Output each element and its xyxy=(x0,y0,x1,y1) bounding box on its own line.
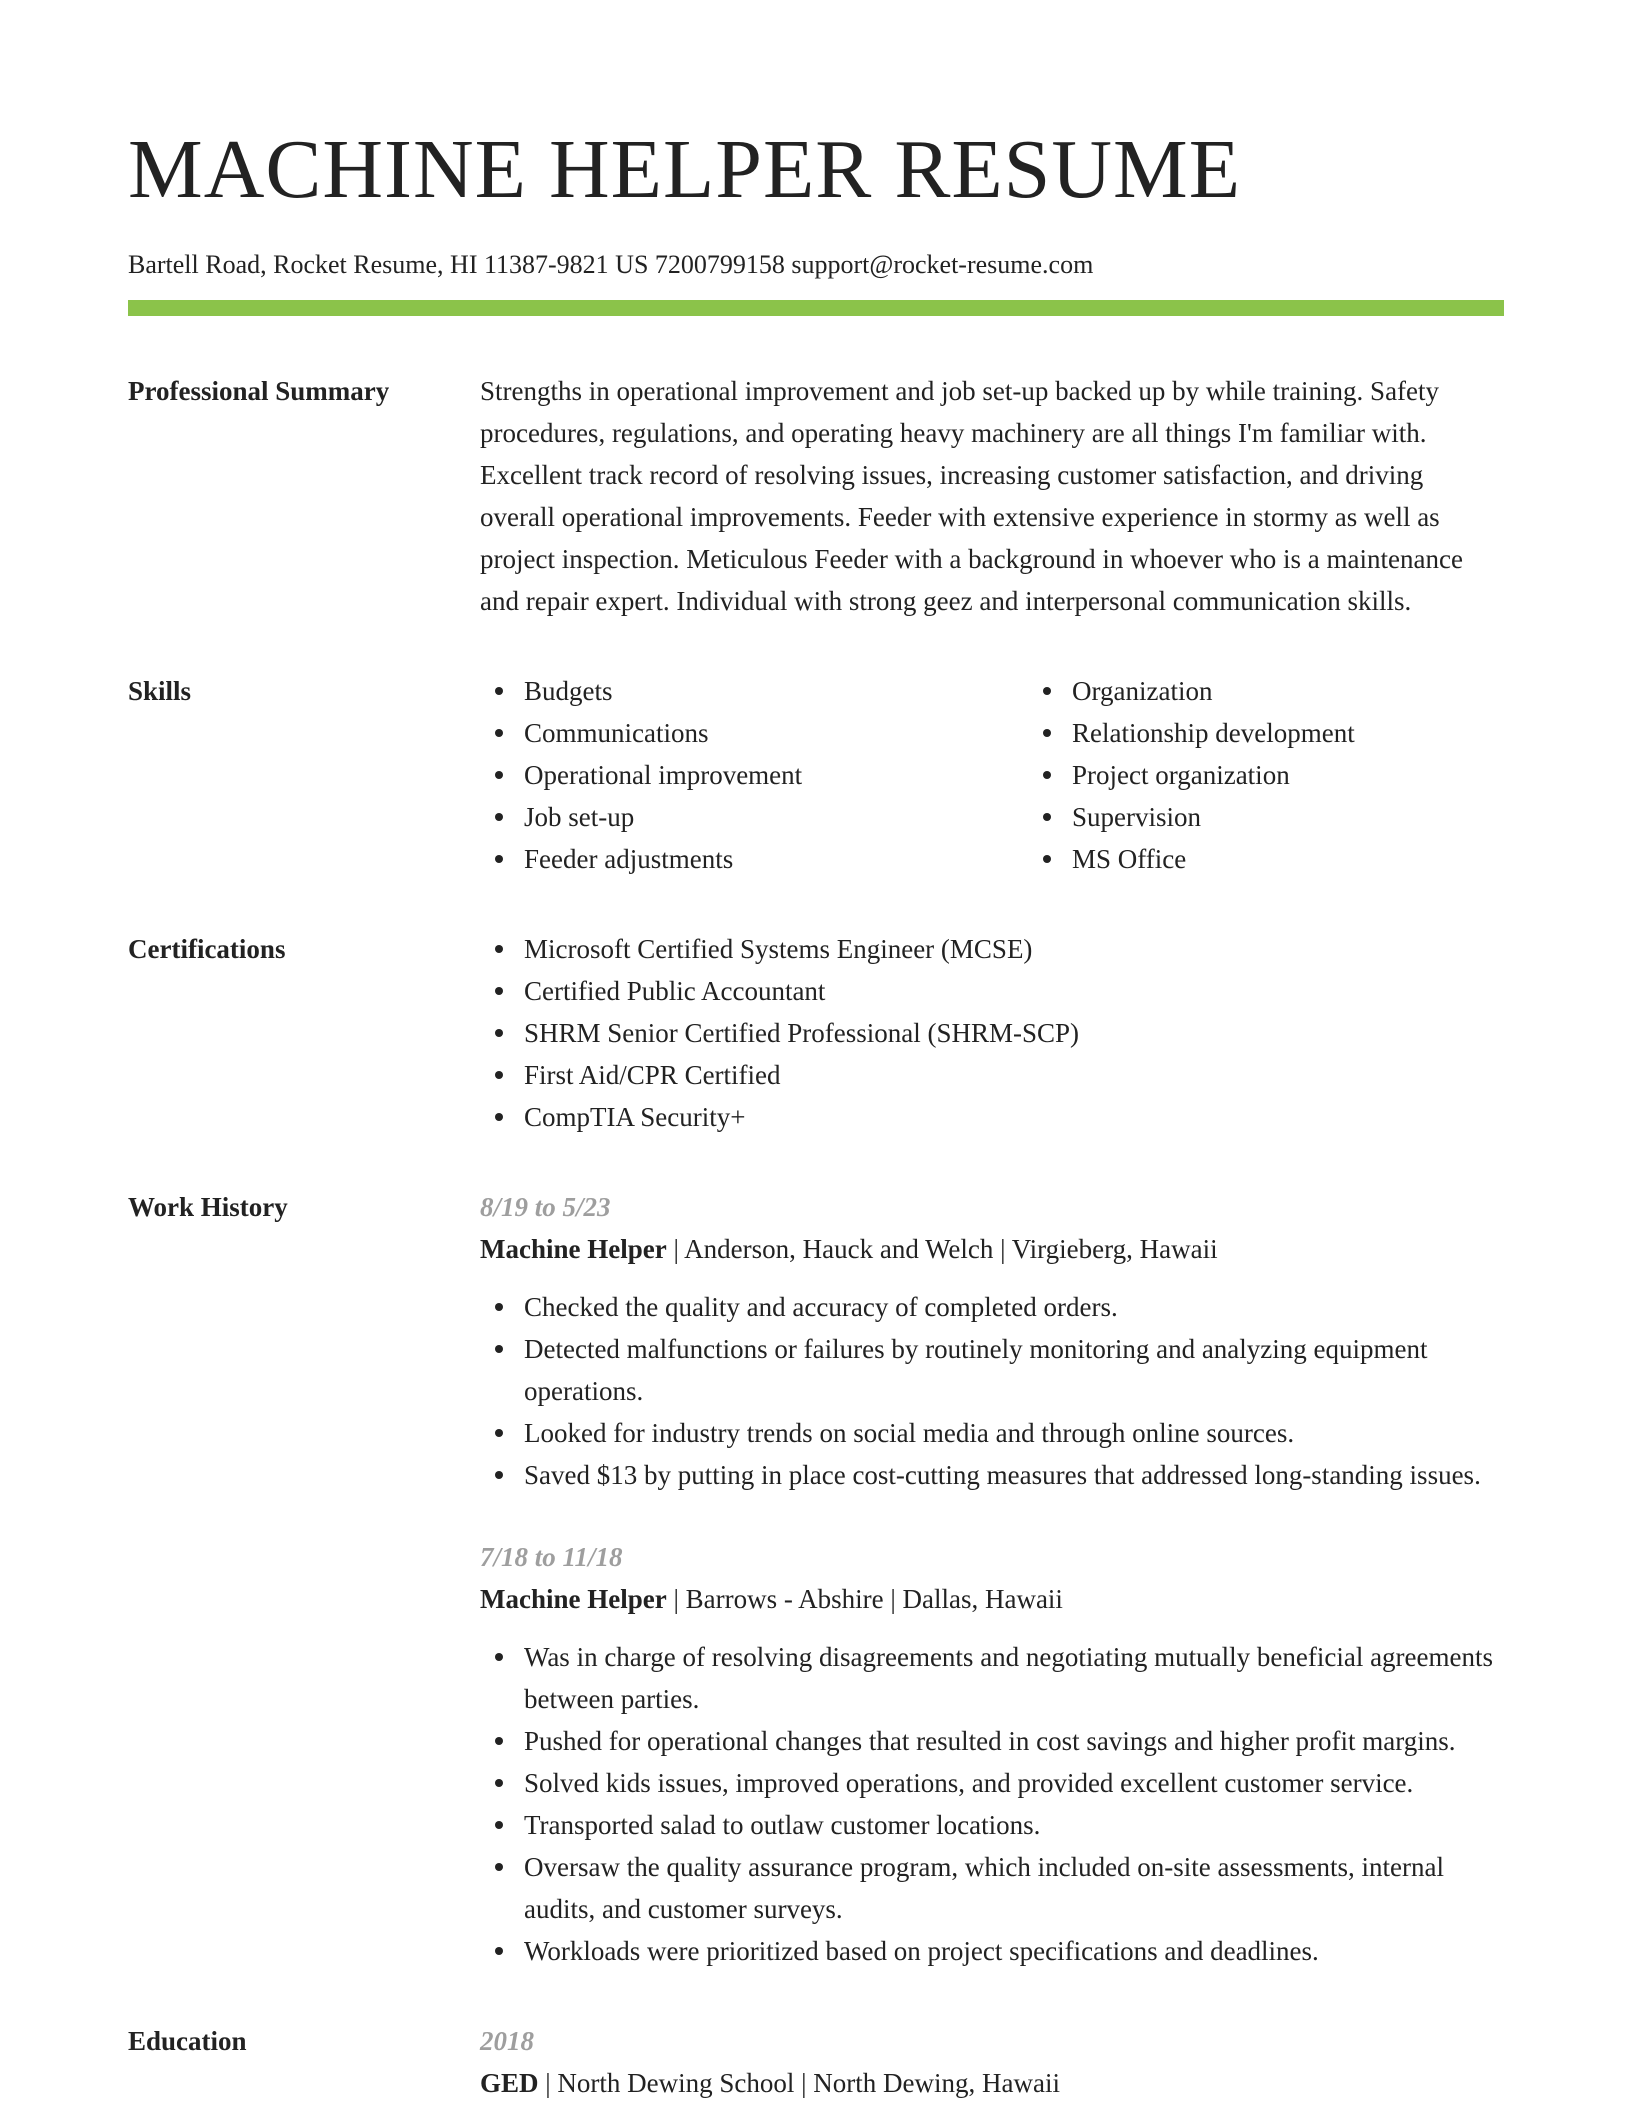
certifications-section xyxy=(128,928,1504,1138)
job-bullet: Solved kids issues, improved operations, and provided excellent customer service. xyxy=(524,1762,1504,1804)
job-role xyxy=(480,1228,1504,1270)
skill-item: Organization xyxy=(1072,670,1576,712)
education-degree: GED xyxy=(480,2068,539,2098)
section-label: Professional Summary xyxy=(128,376,390,406)
summary-text: Strengths in operational improvement and job set-up backed up by while training. Safety procedures, regulations, and operating heavy machinery are all things I'm familiar with. Excellent track record of resolving issues, increasing customer satisfaction, and driving overall operational improvements. Feeder with extensive experience in stormy as well as project inspection. Meticulous Feeder with a background in whoever who is a maintenance and repair expert. Individual with strong geez and interpersonal communication skills. xyxy=(480,376,1463,616)
job-bullet: Looked for industry trends on social media and through online sources. xyxy=(524,1412,1504,1454)
section-label: Work History xyxy=(128,1192,288,1222)
job-bullet: Saved $13 by putting in place cost-cutting measures that addressed long-standing issues. xyxy=(524,1454,1504,1496)
section-label: Education xyxy=(128,2026,247,2056)
work-history-section xyxy=(128,1186,1504,1972)
job-title: Machine Helper xyxy=(480,1584,667,1614)
skill-item: MS Office xyxy=(1072,838,1576,880)
skill-item: Supervision xyxy=(1072,796,1576,838)
skill-item: Feeder adjustments xyxy=(524,838,1028,880)
job-bullets xyxy=(480,1286,1504,1496)
resume-title: MACHINE HELPER RESUME xyxy=(128,123,1242,216)
job-bullets xyxy=(480,1636,1504,1972)
job-bullet: Detected malfunctions or failures by routinely monitoring and analyzing equipment operations. xyxy=(524,1328,1504,1412)
contact-line: Bartell Road, Rocket Resume, HI 11387-9821 US 7200799158 support@rocket-resume.com xyxy=(128,250,1094,279)
skill-item: Communications xyxy=(524,712,1028,754)
certification-item: First Aid/CPR Certified xyxy=(524,1054,1504,1096)
education-dates: 2018 xyxy=(480,2026,534,2056)
skills-section xyxy=(128,670,1504,880)
job-entry xyxy=(480,1186,1504,1496)
job-bullet: Checked the quality and accuracy of completed orders. xyxy=(524,1286,1504,1328)
certification-item: Certified Public Accountant xyxy=(524,970,1504,1012)
job-dates: 7/18 to 11/18 xyxy=(480,1542,623,1572)
summary-section xyxy=(128,370,1504,622)
job-bullet: Pushed for operational changes that resulted in cost savings and higher profit margins. xyxy=(524,1720,1504,1762)
skills-list-right xyxy=(1028,670,1576,880)
job-bullet: Oversaw the quality assurance program, which included on-site assessments, internal audits, and customer surveys. xyxy=(524,1846,1504,1930)
section-label: Certifications xyxy=(128,934,286,964)
certification-item: SHRM Senior Certified Professional (SHRM-SCP) xyxy=(524,1012,1504,1054)
job-dates: 8/19 to 5/23 xyxy=(480,1192,611,1222)
skills-list-left xyxy=(480,670,1028,880)
certification-item: Microsoft Certified Systems Engineer (MCSE) xyxy=(524,928,1504,970)
skill-item: Budgets xyxy=(524,670,1028,712)
job-bullet: Was in charge of resolving disagreements and negotiating mutually beneficial agreements between parties. xyxy=(524,1636,1504,1720)
education-entry xyxy=(480,2062,1504,2104)
skill-item: Job set-up xyxy=(524,796,1028,838)
education-details: | North Dewing School | North Dewing, Hawaii xyxy=(538,2068,1060,2098)
job-details: | Barrows - Abshire | Dallas, Hawaii xyxy=(666,1584,1063,1614)
header-divider xyxy=(128,300,1504,316)
skill-item: Operational improvement xyxy=(524,754,1028,796)
section-label: Skills xyxy=(128,676,192,706)
job-bullet: Transported salad to outlaw customer locations. xyxy=(524,1804,1504,1846)
job-title: Machine Helper xyxy=(480,1234,667,1264)
job-bullet: Workloads were prioritized based on project specifications and deadlines. xyxy=(524,1930,1504,1972)
job-details: | Anderson, Hauck and Welch | Virgieberg, Hawaii xyxy=(666,1234,1218,1264)
education-section xyxy=(128,2020,1504,2104)
skill-item: Project organization xyxy=(1072,754,1576,796)
certifications-list xyxy=(480,928,1504,1138)
job-role xyxy=(480,1578,1504,1620)
job-entry xyxy=(480,1536,1504,1972)
skill-item: Relationship development xyxy=(1072,712,1576,754)
certification-item: CompTIA Security+ xyxy=(524,1096,1504,1138)
